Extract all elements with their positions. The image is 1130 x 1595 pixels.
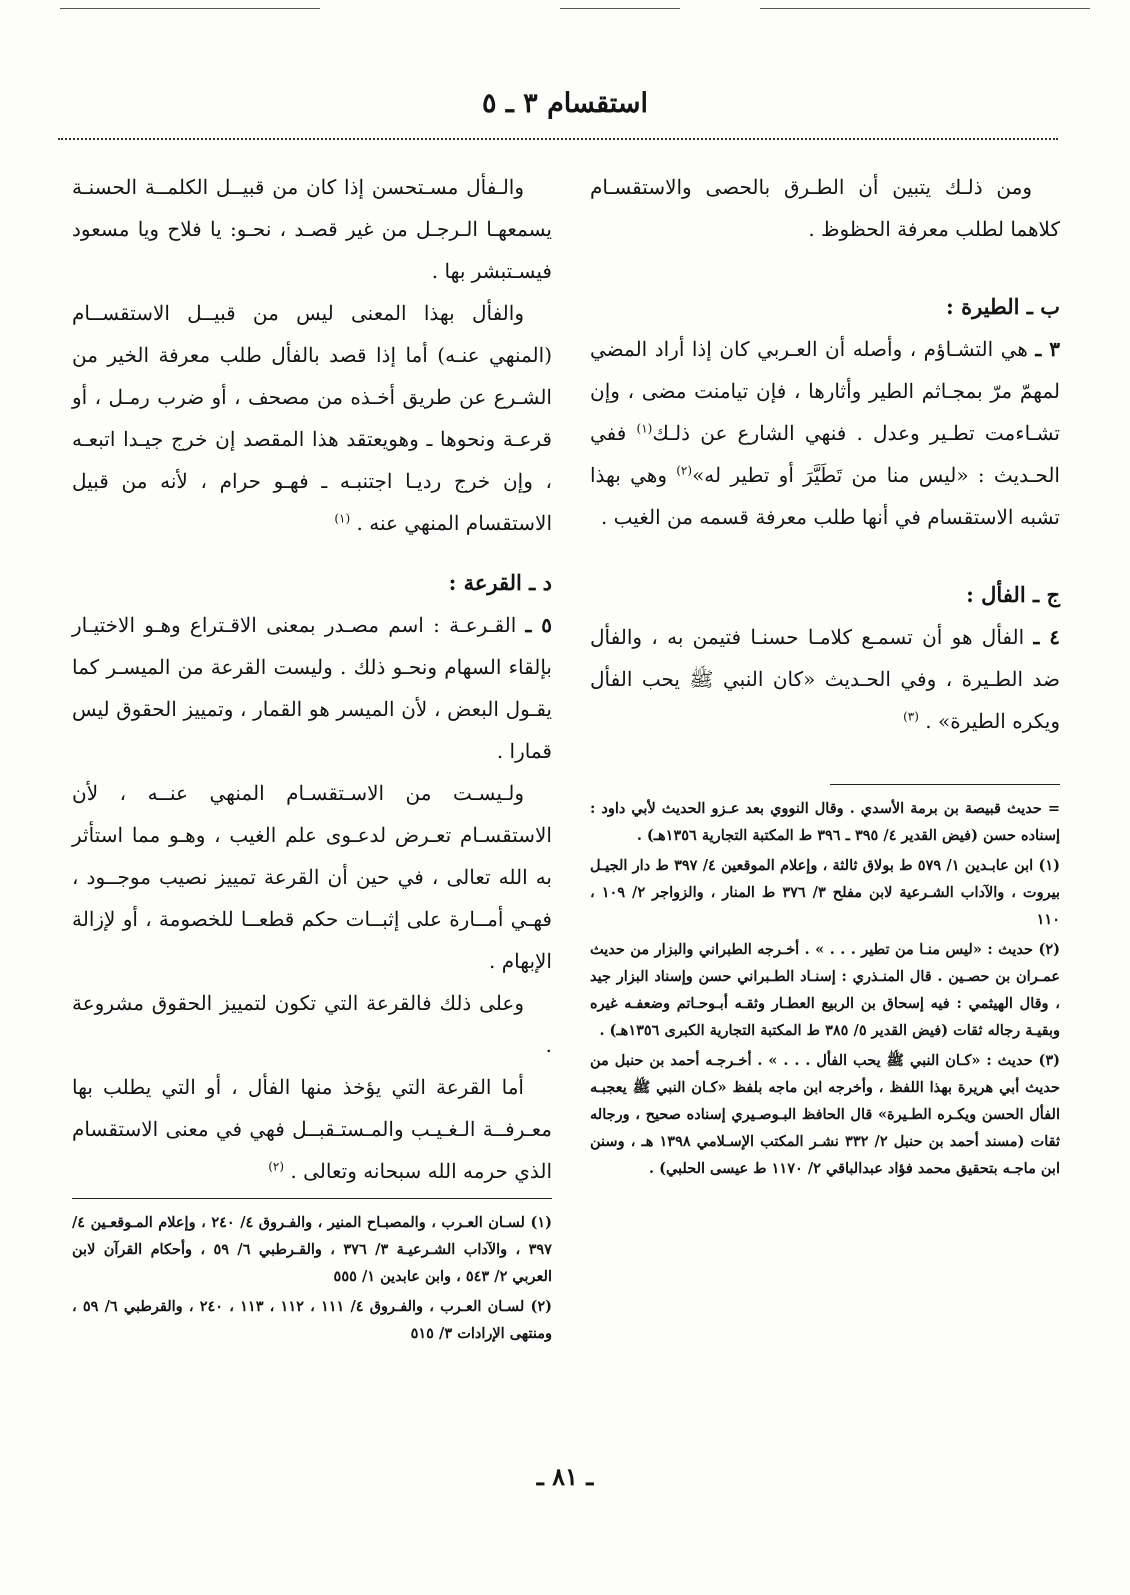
- paragraph-text: والفأل بهذا المعنى ليس من قبيــل الاستقســام (المنهي عنـه) أما إذا قصد بالفأل طلب معرفة الخير من الشـرع عن طريق أخـذه من مصحف ، أو ضرب رمـل ، أو قرعـة ونحوها ـ وهويعتقد هذا المقصد إن خرج جيـدا اتبعـه ، وإن خرج رديـا اجتنبـه ـ فهـو حرام ، لأنه من قبيل الاستقسام المنهي عنه .: [72, 301, 552, 535]
- section-heading-tiyara: ب ـ الطيرة :: [946, 294, 1060, 319]
- paragraph-text: الفأل هو أن تسمـع كلامـا حسنـا فتيمن به ، والفأل ضد الطـيرة ، وفي الحـديث «كان النبي ﷺ يحب الفأل ويكره الطيرة» .: [590, 625, 1060, 733]
- top-edge-line: [560, 8, 680, 9]
- intro-paragraph: ومن ذلـك يتبين أن الطـرق بالحصى والاستقسـام كلاهما لطلب معرفة الحظوظ .: [590, 175, 1060, 241]
- paragraph: [72, 292, 552, 544]
- paragraph-number: ٥ ـ: [525, 613, 553, 637]
- footnote: (٣) حديث : «كـان النبي ﷺ يحب الفأل . . . » . أخـرجـه أحمد بن حنبل من حديث أبي هريرة بهذا اللفظ ، وأخرجه ابن ماجه بلفظ «كـان النبي ﷺ يعجبـه الفأل الحسن ويكـره الطـيرة» قال الحافظ البـوصـيري إسناده صحيح ، ورجاله ثقات (مسند أحمد بن حنبل ٢/ ٣٣٢ نشـر المكتب الإسـلامي ١٣٩٨ هـ ، وسنن ابن ماجـه بتحقيق محمد فؤاد عبدالباقي ٢/ ١١٧٠ ط عيسى الحلبي) .: [590, 1052, 1060, 1177]
- page-title: استقسام ٣ ـ ٥: [481, 88, 649, 119]
- paragraph-fal: [590, 616, 1060, 742]
- paragraph: وعلى ذلك فالقرعة التي تكون لتمييز الحقوق مشروعة .: [72, 991, 552, 1057]
- footnote-ref: (٢): [268, 1159, 285, 1174]
- left-column: [72, 166, 552, 1350]
- footnote: = حديث قبيصة بن برمة الأسدي . وقال النووي بعد عـزو الحديث لأبي داود : إسناده حسن (فيض القدير ٤/ ٣٩٥ ـ ٣٩٦ ط المكتبة التجارية ١٣٥٦هـ) .: [590, 800, 1060, 844]
- footnotes-right: [590, 795, 1060, 1182]
- paragraph: والـفأل مسـتحسن إذا كان من قبيــل الكلمــة الحسنـة يسمعهـا الـرجـل من غير قصـد ، نحـو: يا فلاح ويا مسعود فيسـتبشر بها .: [72, 175, 552, 283]
- paragraph-number: ٤ ـ: [1033, 625, 1060, 649]
- footnote-ref: (٢): [676, 463, 693, 478]
- paragraph-text: أما القرعة التي يؤخذ منها الفأل ، أو التي يطلب بها معـرفــة الـغـيـب والمـستـقبــل فهي في معنى الاستقسام الذي حرمه الله سبحانه وتعالى .: [72, 1075, 552, 1183]
- footnotes-left: [72, 1209, 552, 1347]
- footnote: (٢) حديث : «ليس منـا من تطير . . . » . أخـرجه الطبراني والبزار من حديث عمـران بن حصـين . قال المنـذري : إسنـاد الطـبراني حسن وإسناد البزار جيد ، وقال الهيثمي : فيه إسحاق بن الربيع العطـار وثقـه أبـوحـاتم وضعفـه غيره وبقيـة رجاله ثقات (فيض القدير ٥/ ٣٨٥ ط المكتبة التجارية الكبرى ١٣٥٦هـ) .: [590, 941, 1060, 1039]
- footnote-ref: (١): [334, 511, 351, 526]
- right-column: [590, 166, 1060, 1185]
- top-edge-line: [60, 8, 320, 9]
- paragraph: ولـيسـت من الاسـتقسـام المنهي عنــه ، لأن الاستقسـام تعـرض لدعـوى علم الغيب ، وهـو مما استأثر به الله تعالى ، في حين أن القرعة تمييز نصيب موجــود ، فهـي أمــارة على إثبــات حكم قطعــا للخصومة ، أو لإزالة الإبهام .: [72, 781, 552, 973]
- paragraph-text: هي التشـاؤم ، وأصله أن العـربي كان إذا أراد المضي لمهمّ مرّ بمجـاثم الطير وأثارها ، فإن تيامنت مضى ، وإن تشـاءمت تطـير وعدل . فنهي الشارع عن ذلـك: [590, 337, 1060, 445]
- footnote: (١) لسـان العـرب ، والمصبـاح المنير ، والفـروق ٤/ ٢٤٠ ، وإعلام المـوقعـين ٤/ ٣٩٧ ، والآداب الشـرعيـة ٣/ ٣٧٦ ، والقـرطبي ٦/ ٥٩ ، وأحكام القرآن لابن العربي ٢/ ٥٤٣ ، وابن عابدين ١/ ٥٥٥: [72, 1214, 552, 1285]
- paragraph-number: ٣ ـ: [1035, 337, 1060, 361]
- section-heading-fal: ج ـ الفأل :: [966, 582, 1060, 607]
- page-number: ـ ٨١ ـ: [536, 1462, 594, 1491]
- paragraph: [72, 1066, 552, 1192]
- paragraph-text: وهي بهذا تشبه الاستقسام في أنها طلب معرفة قسمه من الغيب .: [590, 463, 1060, 529]
- footnote: (٢) لسـان العـرب ، والفـروق ٤/ ١١١ ، ١١٢ ، ١١٣ ، ٢٤٠ ، والقرطبي ٦/ ٥٩ ، ومنتهى الإرادات ٣/ ٥١٥: [72, 1298, 552, 1342]
- paragraph-qura: [72, 604, 552, 772]
- footnote-separator: [72, 1198, 552, 1199]
- footnote-ref: (٣): [903, 709, 919, 724]
- header-separator: [58, 138, 1058, 140]
- section-heading-qura: د ـ القرعة :: [448, 570, 552, 595]
- paragraph-text: القـرعـة : اسم مصـدر بمعنى الاقـتراع وهـو الاختيـار بإلقاء السهام ونحـو ذلك . وليست القرعة من الميسـر كما يقـول البعض ، لأن الميسر هو القمار ، وتمييز الحقوق ليس قمارا .: [72, 613, 552, 763]
- footnote-separator: [830, 784, 1060, 785]
- paragraph-text: ففي الحـديث : «ليس منا من تَطَيَّرَ أو تطير له»: [590, 421, 1060, 487]
- footnote-ref: (١): [636, 421, 653, 436]
- footnote: (١) ابن عابـدين ١/ ٥٧٩ ط بولاق ثالثة ، وإعلام الموقعين ٤/ ٣٩٧ ط دار الجيـل بيروت ، والآداب الشـرعية لابن مفلح ٣/ ٣٧٦ ط المنار ، والزواجر ٢/ ١٠٩ ، ١١٠: [590, 857, 1060, 928]
- top-edge-line: [760, 8, 1090, 9]
- paragraph-tiyara: [590, 328, 1060, 538]
